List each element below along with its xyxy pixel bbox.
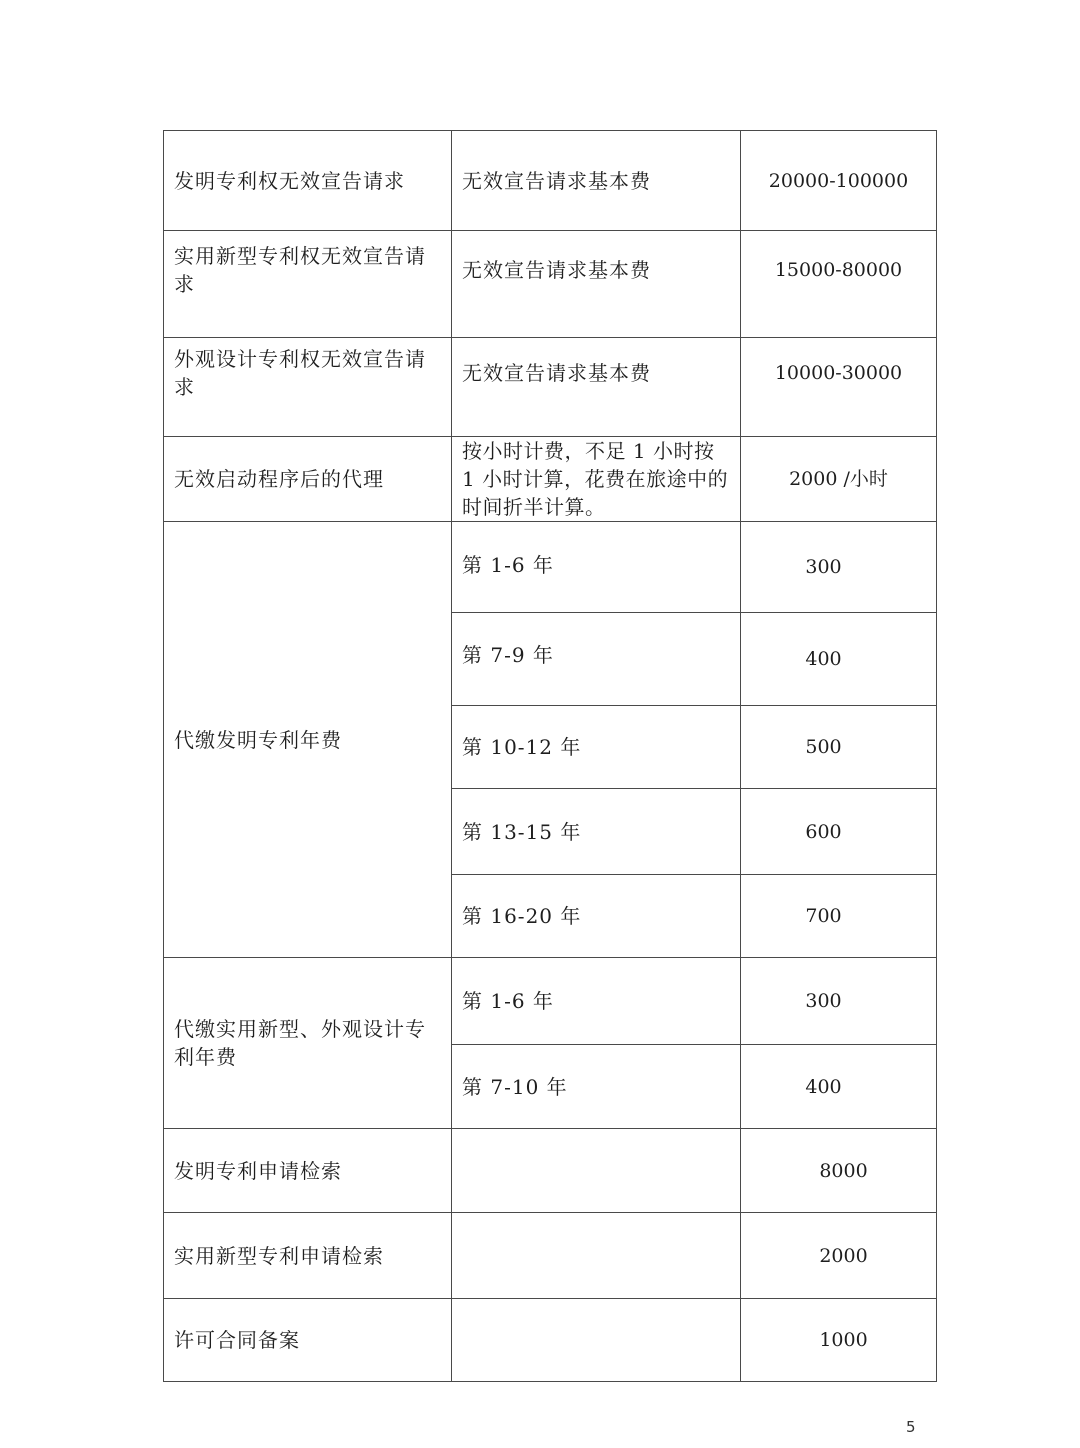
service-item-cell — [164, 958, 452, 1129]
description-cell — [452, 1213, 741, 1299]
period-cell — [452, 613, 741, 706]
fee-cell: 400 — [741, 1045, 937, 1129]
table-row — [164, 131, 937, 231]
table-row — [164, 522, 937, 613]
service-item-cell — [164, 338, 452, 437]
service-item-label: 无效启动程序后的代理 — [174, 467, 384, 491]
period-label: 第 1-6 年 — [462, 553, 554, 577]
table-row — [164, 1129, 937, 1213]
service-item-cell — [164, 522, 452, 958]
service-item-label: 许可合同备案 — [174, 1328, 300, 1352]
fee-cell: 8000 — [741, 1129, 937, 1213]
service-item-cell — [164, 1213, 452, 1299]
fee-cell: 2000 — [741, 1213, 937, 1299]
fee-cell — [741, 231, 937, 338]
service-item-label: 外观设计专利权无效宣告请求 — [174, 347, 426, 399]
fee-cell: 700 — [741, 875, 937, 958]
table-row — [164, 231, 937, 338]
service-item-label: 实用新型专利权无效宣告请求 — [174, 244, 426, 296]
service-item-cell — [164, 131, 452, 231]
description-cell — [452, 338, 741, 437]
service-item-cell — [164, 1299, 452, 1382]
service-item-cell — [164, 437, 452, 522]
period-cell: 第 1-6 年 — [452, 958, 741, 1045]
page-number: 5 — [906, 1418, 916, 1436]
period-label: 第 7-9 年 — [462, 643, 554, 667]
period-cell: 第 10-12 年 — [452, 706, 741, 789]
fee-cell: 600 — [741, 789, 937, 875]
fee-cell: 1000 — [741, 1299, 937, 1382]
fee-table — [163, 130, 937, 1382]
fee-cell: 300 — [741, 522, 937, 613]
service-item-label: 发明专利权无效宣告请求 — [174, 168, 405, 193]
fee-label: 10000-30000 — [774, 362, 903, 384]
table-row — [164, 437, 937, 522]
table-row — [164, 958, 937, 1045]
service-item-label: 代缴发明专利年费 — [174, 727, 342, 752]
description-cell — [452, 1299, 741, 1382]
table-row — [164, 1213, 937, 1299]
table-row — [164, 1299, 937, 1382]
description-cell: 无效宣告请求基本费 — [452, 131, 741, 231]
service-item-cell — [164, 1129, 452, 1213]
fee-cell: 300 — [741, 958, 937, 1045]
service-item-label: 代缴实用新型、外观设计专利年费 — [174, 1017, 426, 1069]
description-cell: 按小时计费，不足 1 小时按 1 小时计算，花费在旅途中的时间折半计算。 — [452, 437, 741, 522]
period-cell: 第 7-10 年 — [452, 1045, 741, 1129]
fee-cell: 2000 /小时 — [741, 437, 937, 522]
period-cell: 第 13-15 年 — [452, 789, 741, 875]
description-label: 无效宣告请求基本费 — [462, 258, 651, 282]
service-item-cell — [164, 231, 452, 338]
period-cell — [452, 522, 741, 613]
fee-cell — [741, 338, 937, 437]
description-label: 无效宣告请求基本费 — [462, 361, 651, 385]
description-cell — [452, 231, 741, 338]
table-row — [164, 338, 937, 437]
fee-label: 15000-80000 — [774, 259, 903, 281]
fee-cell: 20000-100000 — [741, 131, 937, 231]
description-cell — [452, 1129, 741, 1213]
period-cell: 第 16-20 年 — [452, 875, 741, 958]
service-item-label: 发明专利申请检索 — [174, 1158, 342, 1183]
fee-cell: 500 — [741, 706, 937, 789]
fee-cell: 400 — [741, 613, 937, 706]
service-item-label: 实用新型专利申请检索 — [174, 1243, 384, 1268]
